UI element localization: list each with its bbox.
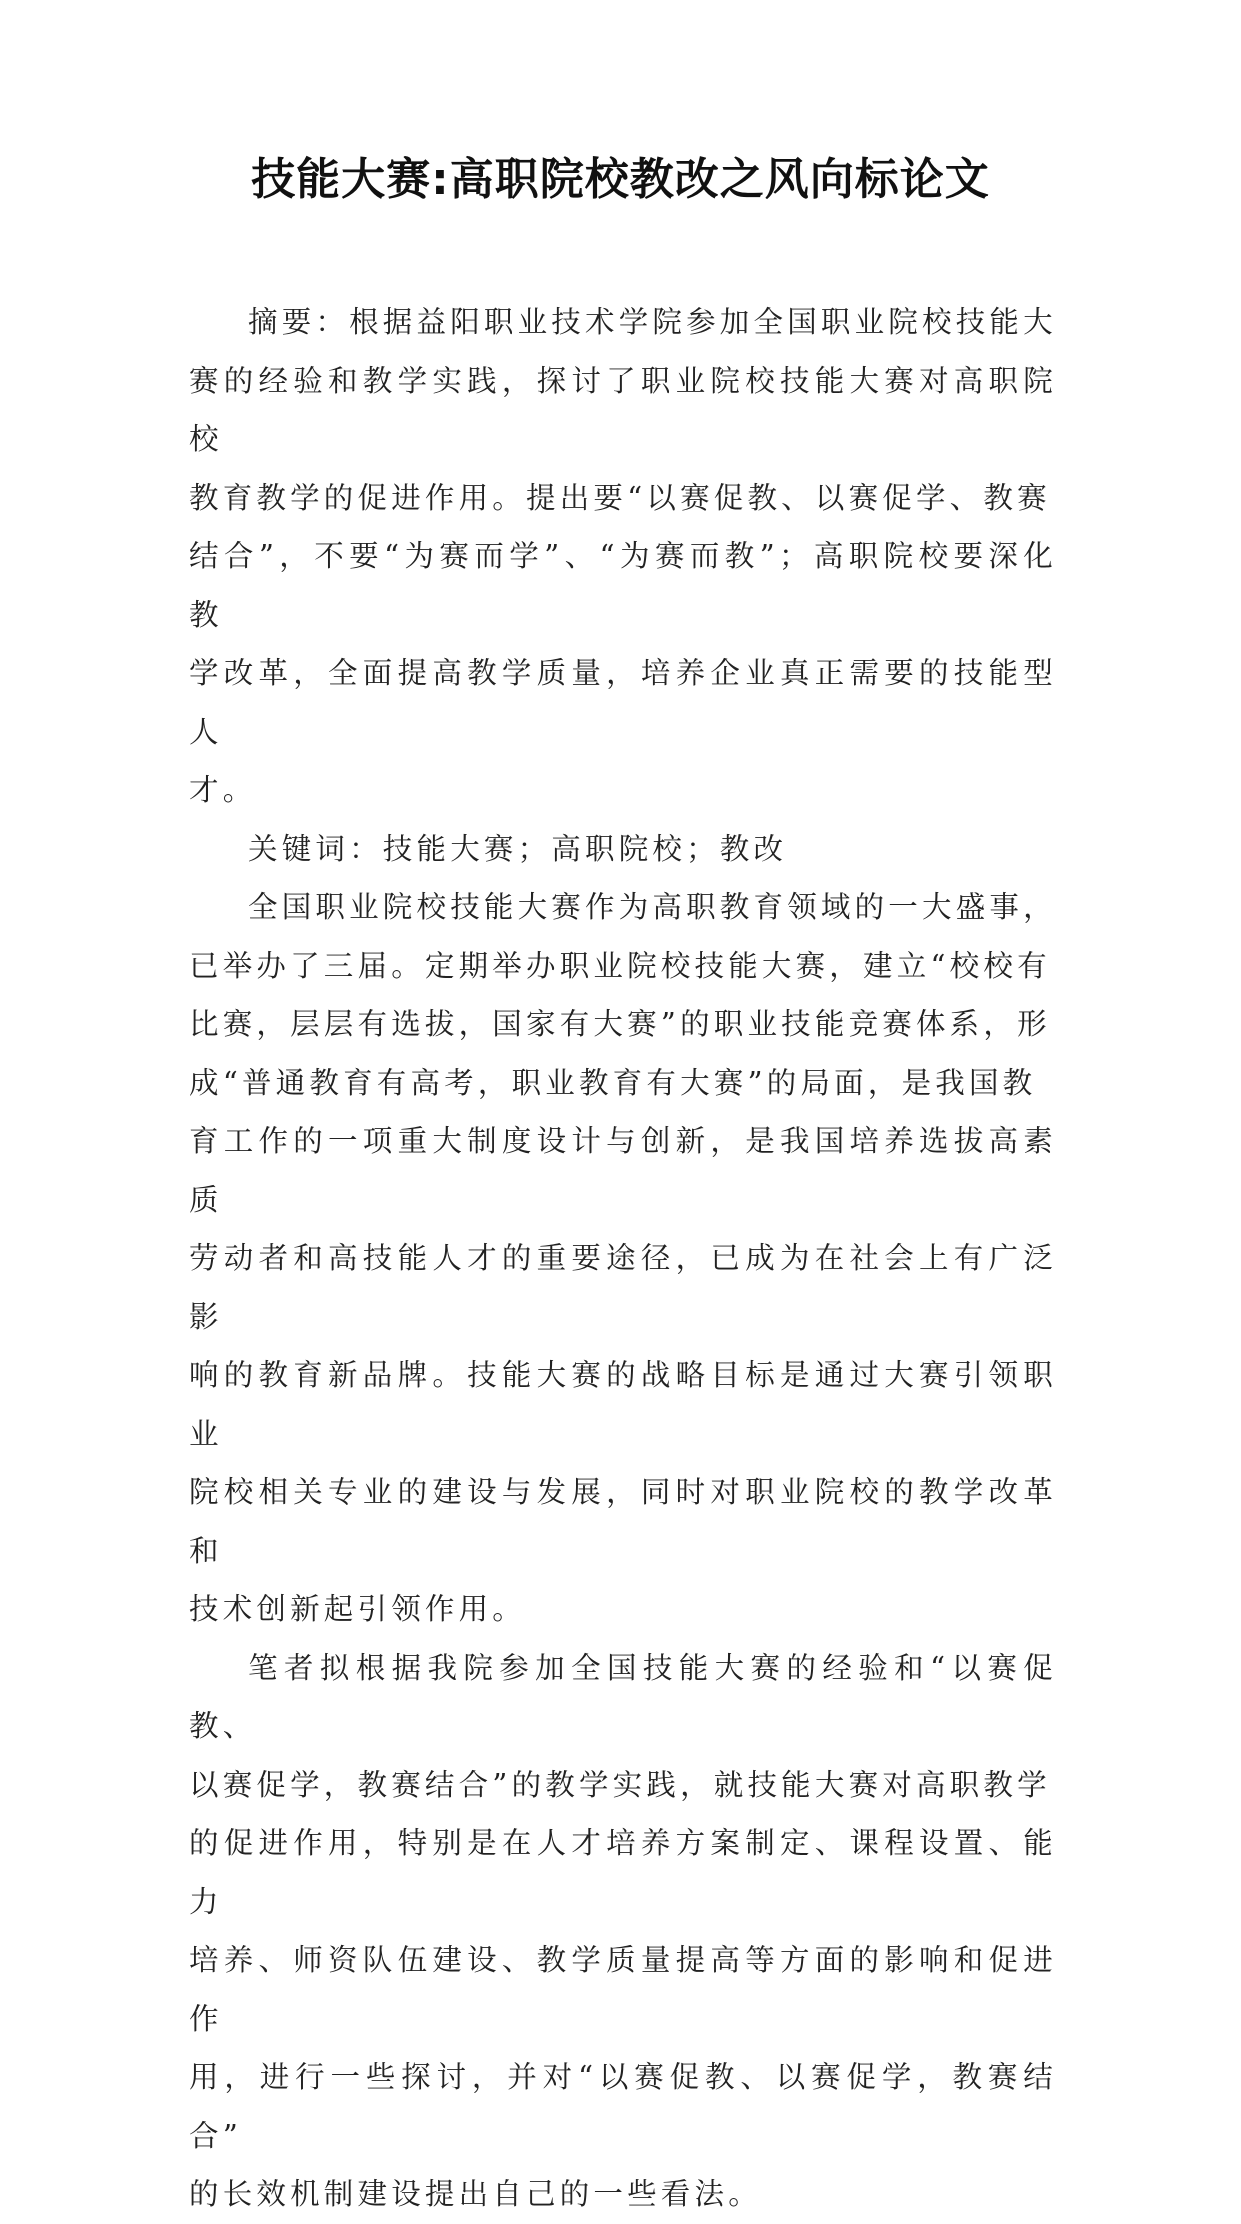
document-title: 技能大赛:高职院校教改之风向标论文 (251, 154, 990, 205)
abstract-paragraph: 摘要：根据益阳职业技术学院参加全国职业院校技能大 赛的经验和教学实践，探讨了职业院校技能大赛对高职院校 教育教学的促进作用。提出要“以赛促教、以赛促学、教赛 结合”，不要“为赛而学”、“为赛而教”；高职院校要深化教 学改革，全面提高教学质量，培养企业真正需要的技能型人 才。 (189, 305, 1057, 807)
keywords-paragraph: 关键词：技能大赛；高职院校；教改 (248, 831, 788, 866)
document-body (189, 293, 1057, 2224)
body-paragraph: 全国职业院校技能大赛作为高职教育领域的一大盛事， 已举办了三届。定期举办职业院校技能大赛，建立“校校有 比赛，层层有选拔，国家有大赛”的职业技能竞赛体系，形 成“普通教育有高考，职业教育有大赛”的局面，是我国教 育工作的一项重大制度设计与创新，是我国培养选拔高素质 劳动者和高技能人才的重要途径，已成为在社会上有广泛影 响的教育新品牌。技能大赛的战略目标是通过大赛引领职业 院校相关专业的建设与发展，同时对职业院校的教学改革和 技术创新起引领作用。 (189, 890, 1057, 1626)
body-paragraph: 笔者拟根据我院参加全国技能大赛的经验和“以赛促教、 以赛促学，教赛结合”的教学实践，就技能大赛对高职教学 的促进作用，特别是在人才培养方案制定、课程设置、能力 培养、师资队伍建设、教学质量提高等方面的影响和促进作 用，进行一些探讨，并对“以赛促教、以赛促学，教赛结合” 的长效机制建设提出自己的一些看法。 (189, 1650, 1057, 2211)
